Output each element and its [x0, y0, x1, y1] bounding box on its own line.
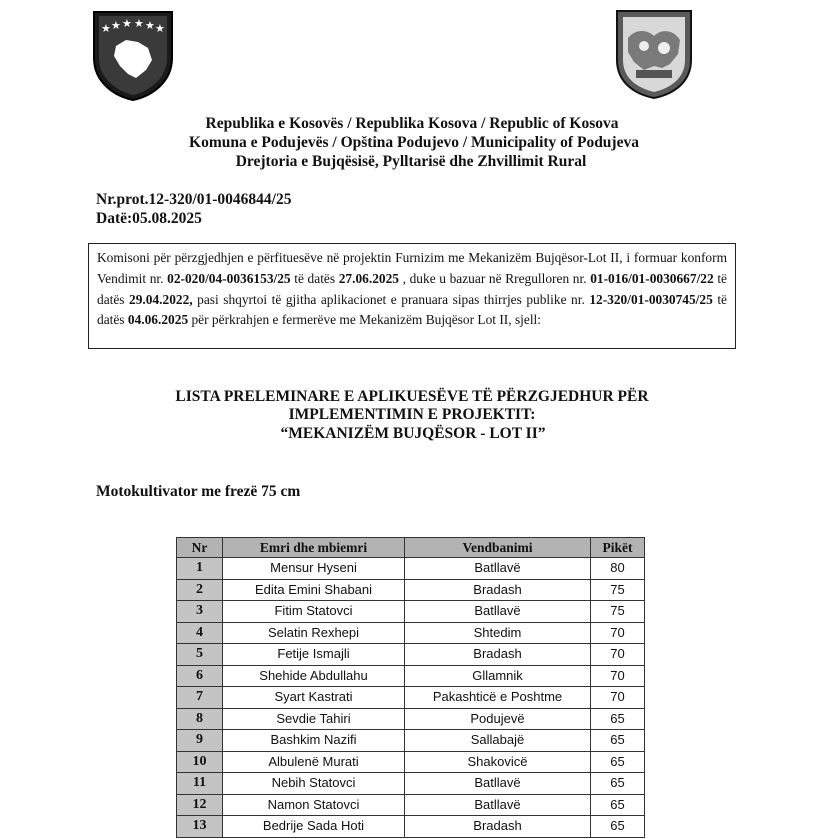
points: 65 [591, 794, 645, 816]
row-number: 8 [177, 708, 223, 730]
residence: Sallabajë [405, 730, 591, 752]
row-number: 13 [177, 816, 223, 838]
column-header-points: Pikët [591, 538, 645, 558]
residence: Bradash [405, 816, 591, 838]
applicant-name: Sevdie Tahiri [223, 708, 405, 730]
podujeva-coat-of-arms-icon [614, 8, 694, 100]
table-row [177, 558, 645, 580]
row-number: 3 [177, 601, 223, 623]
applicant-name: Namon Statovci [223, 794, 405, 816]
row-number: 10 [177, 751, 223, 773]
applicant-name: Fetije Ismajli [223, 644, 405, 666]
protocol-number: Nr.prot.12-320/01-0046844/25 [96, 191, 292, 208]
table-row [177, 816, 645, 838]
table-row [177, 665, 645, 687]
protocol-date: Datë:05.08.2025 [96, 210, 202, 227]
points: 70 [591, 687, 645, 709]
residence: Bradash [405, 644, 591, 666]
row-number: 7 [177, 687, 223, 709]
applicants-table [176, 537, 645, 838]
svg-text:★: ★ [101, 22, 111, 35]
row-number: 1 [177, 558, 223, 580]
intro-paragraph: Komisoni për përzgjedhjen e përfituesëve në projektin Furnizim me Mekanizëm Bujqësor-Lot II, i formuar konform Vendimit nr. 02-020/04-0036153/25 të datës 27.06.2025 , duke u bazuar në Rregulloren nr. 01-016/01-0030667/22 të datës 29.04.2022, pasi shqyrtoi të gjitha aplikacionet e pranuara sipas thirrjes publike nr. 12-320/01-0030745/25 të datës 04.06.2025 për përkrahjen e fermerëve me Mekanizëm Bujqësor Lot II, sjell: [88, 243, 736, 349]
points: 75 [591, 601, 645, 623]
points: 65 [591, 751, 645, 773]
column-header-name: Emri dhe mbiemri [223, 538, 405, 558]
points: 70 [591, 665, 645, 687]
table-row [177, 687, 645, 709]
table-row [177, 751, 645, 773]
row-number: 4 [177, 622, 223, 644]
applicant-name: Albulenë Murati [223, 751, 405, 773]
applicant-name: Mensur Hyseni [223, 558, 405, 580]
applicant-name: Syart Kastrati [223, 687, 405, 709]
svg-text:★: ★ [134, 17, 144, 30]
residence: Gllamnik [405, 665, 591, 687]
column-header-nr: Nr [177, 538, 223, 558]
residence: Podujevë [405, 708, 591, 730]
points: 65 [591, 816, 645, 838]
applicant-name: Nebih Statovci [223, 773, 405, 795]
project-name: “MEKANIZËM BUJQËSOR - LOT II” [280, 425, 546, 442]
table-row [177, 601, 645, 623]
row-number: 12 [177, 794, 223, 816]
list-title-line2: IMPLEMENTIMIN E PROJEKTIT: [288, 406, 536, 423]
header-municipality: Komuna e Podujevës / Opština Podujevo / Municipality of Podujeva [189, 134, 639, 151]
row-number: 9 [177, 730, 223, 752]
applicant-name: Fitim Statovci [223, 601, 405, 623]
table-row [177, 622, 645, 644]
residence: Shtedim [405, 622, 591, 644]
header-country: Republika e Kosovës / Republika Kosova / Republic of Kosova [205, 115, 619, 132]
svg-text:★: ★ [155, 22, 165, 35]
svg-text:★: ★ [111, 19, 121, 32]
applicant-name: Bedrije Sada Hoti [223, 816, 405, 838]
residence: Batllavë [405, 794, 591, 816]
row-number: 11 [177, 773, 223, 795]
table-row [177, 708, 645, 730]
svg-text:★: ★ [122, 17, 132, 30]
table-row [177, 730, 645, 752]
residence: Batllavë [405, 601, 591, 623]
points: 70 [591, 644, 645, 666]
residence: Bradash [405, 579, 591, 601]
table-row [177, 773, 645, 795]
table-header-row [177, 538, 645, 558]
svg-text:★: ★ [145, 19, 155, 32]
column-header-residence: Vendbanimi [405, 538, 591, 558]
points: 80 [591, 558, 645, 580]
row-number: 6 [177, 665, 223, 687]
points: 65 [591, 730, 645, 752]
applicant-name: Shehide Abdullahu [223, 665, 405, 687]
residence: Batllavë [405, 773, 591, 795]
residence: Shakovicë [405, 751, 591, 773]
points: 65 [591, 773, 645, 795]
list-title: LISTA PRELEMINARE E APLIKUESËVE TË PËRZGJEDHUR PËR [175, 388, 649, 405]
header-directorate: Drejtoria e Bujqësisë, Pylltarisë dhe Zhvillimit Rural [235, 153, 587, 170]
applicant-name: Selatin Rexhepi [223, 622, 405, 644]
table-row [177, 644, 645, 666]
row-number: 5 [177, 644, 223, 666]
kosovo-coat-of-arms-icon [88, 8, 178, 102]
points: 75 [591, 579, 645, 601]
residence: Batllavë [405, 558, 591, 580]
points: 70 [591, 622, 645, 644]
residence: Pakashticë e Poshtme [405, 687, 591, 709]
row-number: 2 [177, 579, 223, 601]
applicant-name: Edita Emini Shabani [223, 579, 405, 601]
section-heading: Motokultivator me frezë 75 cm [96, 483, 301, 500]
points: 65 [591, 708, 645, 730]
table-row [177, 794, 645, 816]
table-row [177, 579, 645, 601]
applicant-name: Bashkim Nazifi [223, 730, 405, 752]
